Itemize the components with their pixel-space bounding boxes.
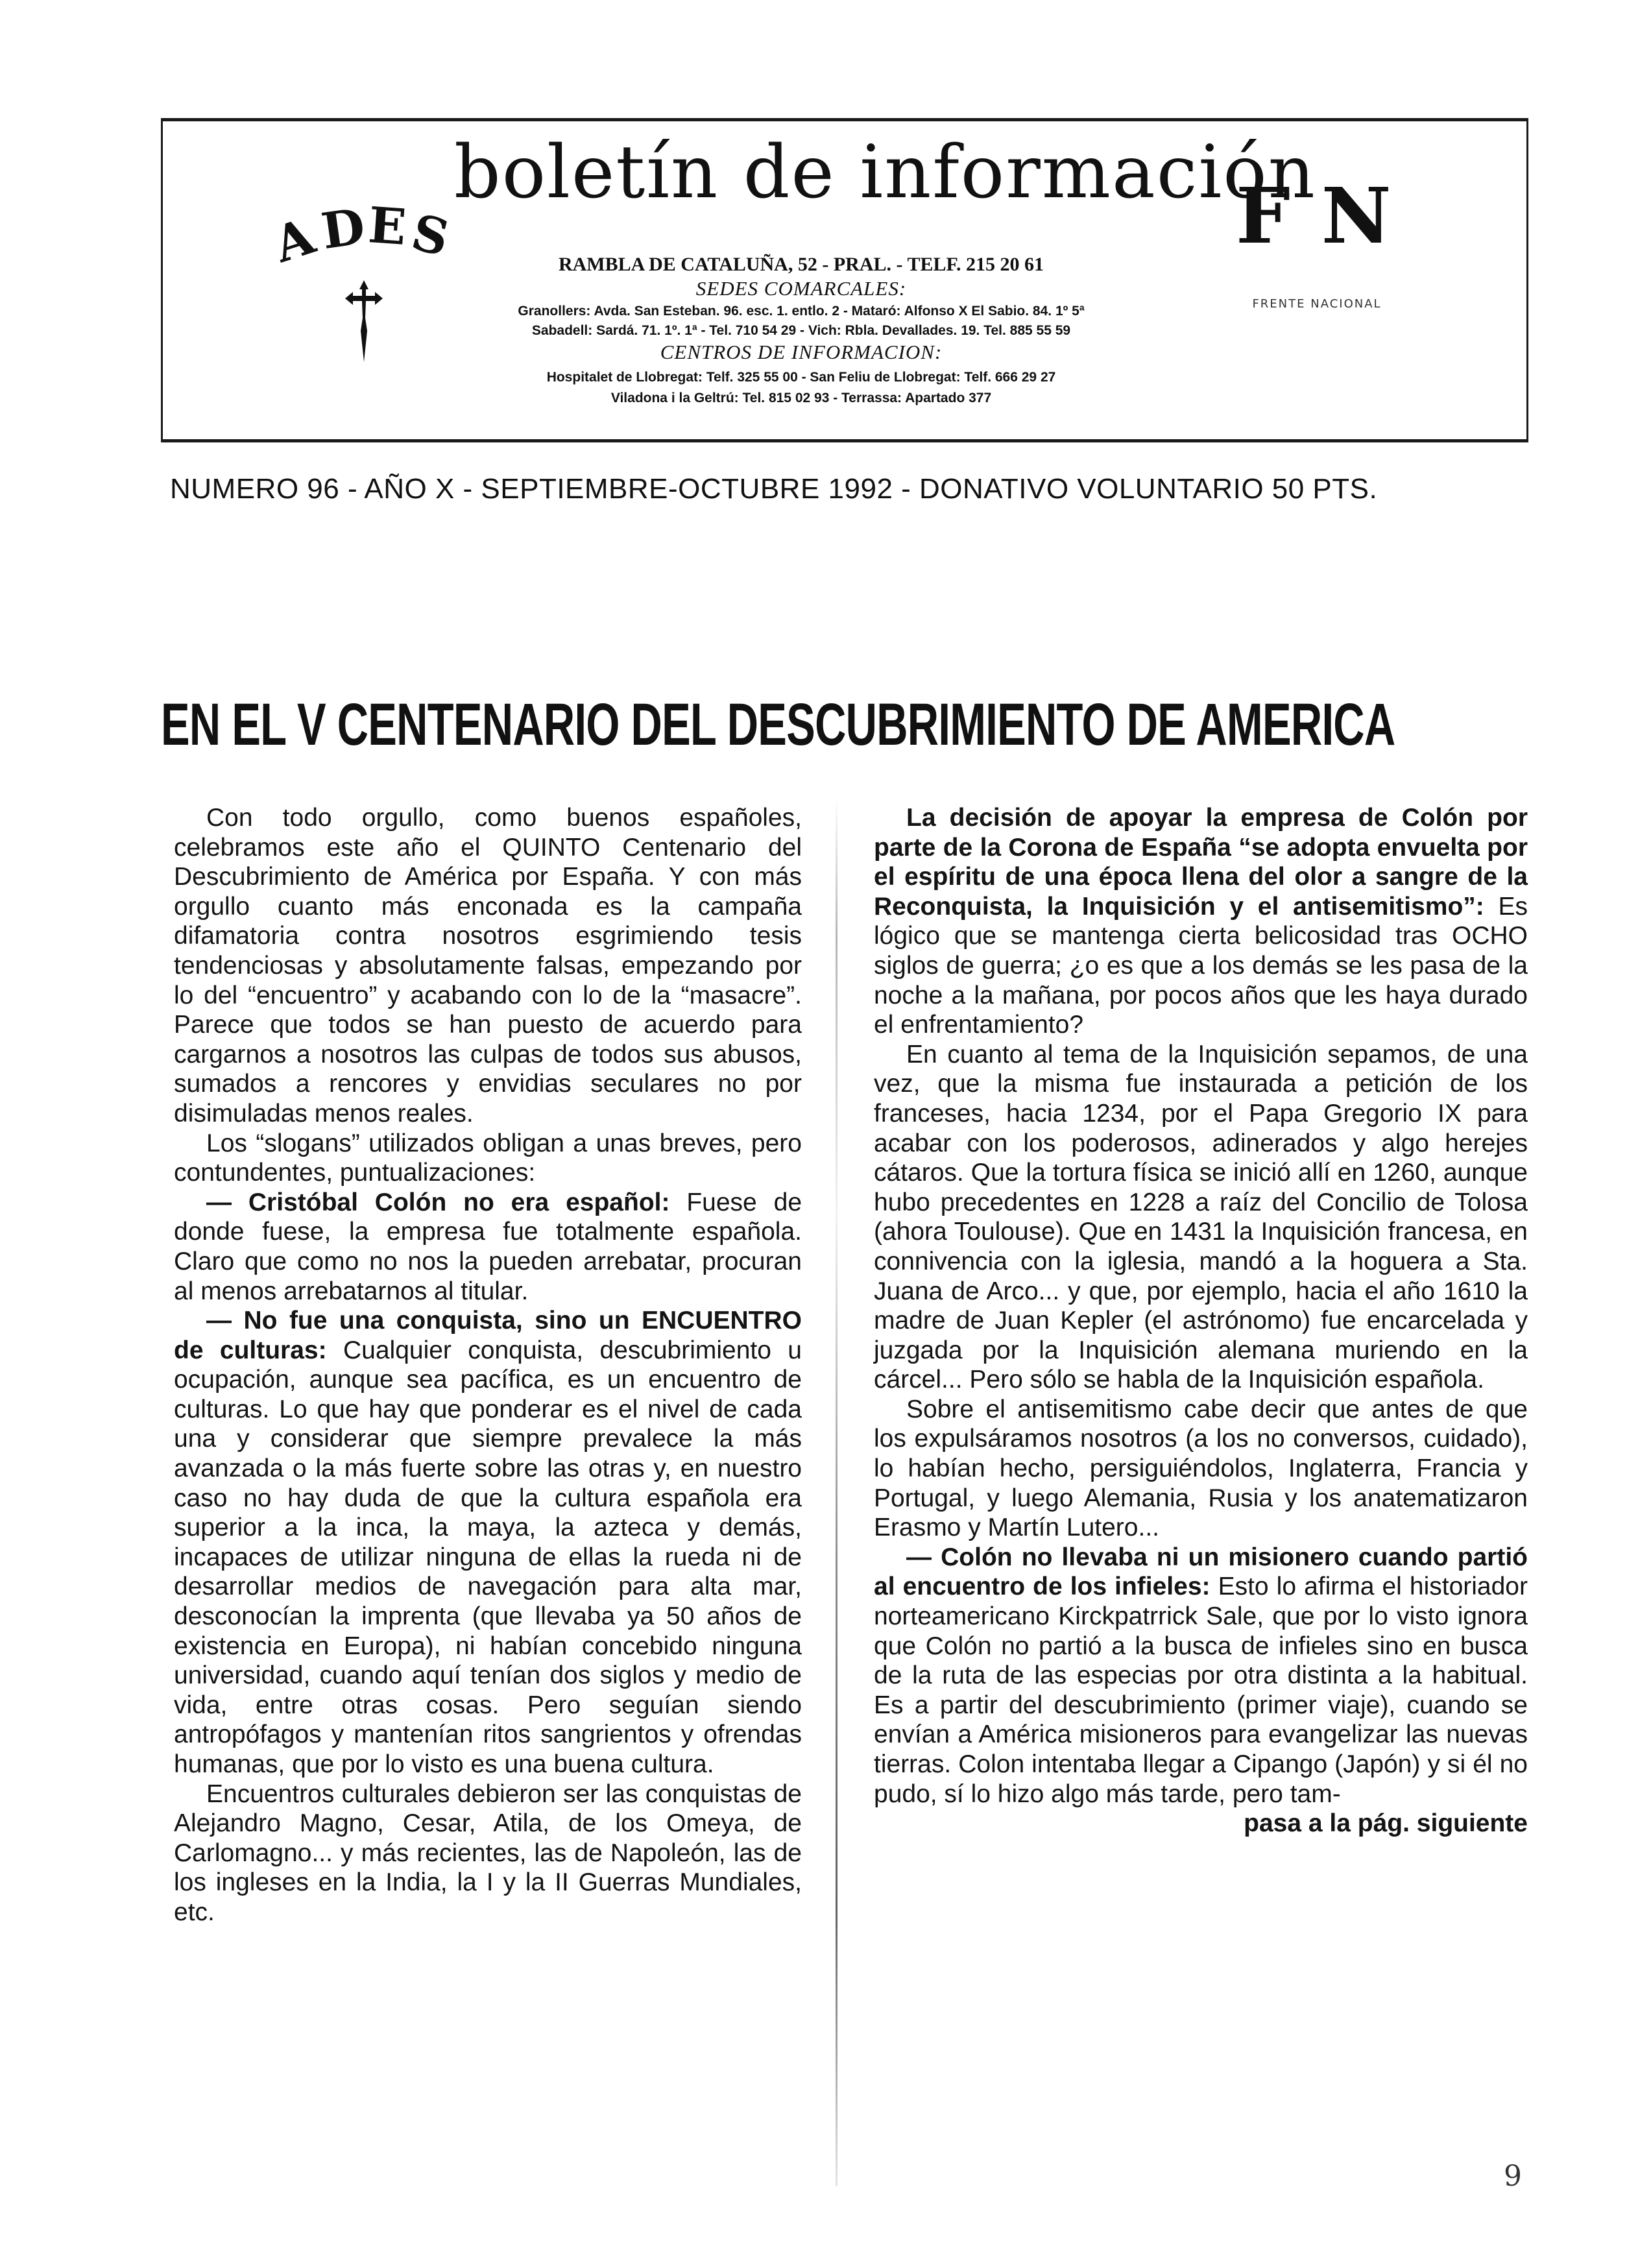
- paragraph-slogan: [874, 803, 1528, 1040]
- column-divider: [836, 798, 838, 2186]
- sedes-heading: SEDES COMARCALES:: [695, 277, 907, 300]
- centros-line: Hospitalet de Llobregat: Telf. 325 55 00 - San Feliu de Llobregat: Telf. 666 29 27: [546, 370, 1056, 385]
- santiago-cross-icon: [343, 279, 385, 363]
- paragraph-slogan: [174, 1188, 802, 1306]
- slogan-heading: No fue una conquista, sino un ENCUENTRO de culturas:: [174, 1307, 802, 1364]
- fn-logo: FN: [1236, 171, 1423, 261]
- issue-line: NUMERO 96 - AÑO X - SEPTIEMBRE-OCTUBRE 1992 - DONATIVO VOLUNTARIO 50 PTS.: [170, 473, 1378, 505]
- slogan-text: Fuese de donde fuese, la empresa fue totalmente española. Claro que como no nos la pueden arrebatar, procuran al menos arrebatarnos al titular.: [174, 1188, 802, 1305]
- slogan-text: Es lógico que se mantenga cierta belicosidad tras OCHO siglos de guerra; ¿o es que a los demás se les pasa de la noche a la mañana, por pocos años que les haya durado el enfrentamiento?: [874, 892, 1528, 1039]
- paragraph: Los “slogans” utilizados obligan a unas breves, pero contundentes, puntualizaciones:: [174, 1129, 802, 1187]
- masthead-title: boletín de información: [454, 130, 1316, 215]
- paragraph-slogan: [874, 1543, 1528, 1809]
- paragraph: Con todo orgullo, como buenos españoles, celebramos este año el QUINTO Centenario del Descubrimiento de América por España. Y con más orgullo cuanto más enconada es la campaña difamatoria contra nosotros esgrimiendo tesis tendenciosas y absolutamente falsas, empezando por lo del “encuentro” y acabando con lo de la “masacre”. Parece que todos se han puesto de acuerdo para cargarnos a nosotros las culpas de todos sus abusos, sumados a rencores y envidias seculares no por disimuladas menos reales.: [174, 804, 802, 1128]
- ades-logo-letter: D: [318, 197, 368, 261]
- ades-logo-letter: S: [406, 202, 455, 268]
- slogan-text: Esto lo afirma el historiador norteamericano Kirckpatrrick Sale, que por lo visto ignora que Colón no partió a la busca de infieles sino en busca de la ruta de las especias por otra distinta a la habitual. Es a partir del descubrimiento (primer viaje), cuando se envían a América misioneros para evangelizar las nuevas tierras. Colon intentaba llegar a Cipango (Japón) y si él no pudo, sí lo hizo algo más tarde, pero tam-: [874, 1573, 1528, 1808]
- em-dash: —: [206, 1188, 232, 1216]
- ades-logo-letter: A: [267, 207, 322, 274]
- right-column: [874, 803, 1528, 1839]
- em-dash: —: [206, 1307, 232, 1335]
- page-number: 9: [1504, 2160, 1522, 2193]
- slogan-heading: La decisión de apoyar la empresa de Colón por parte de la Corona de España “se adopta envuelta por el espíritu de una época llena del olor a sangre de la Reconquista, la Inquisición y el antisemitismo”:: [874, 804, 1528, 921]
- centros-heading: CENTROS DE INFORMACION:: [660, 341, 943, 363]
- paragraph: En cuanto al tema de la Inquisición sepamos, de una vez, que la misma fue instaurada a petición de los franceses, hacia 1234, por el Papa Gregorio IX para acabar con los poderosos, adinerados y algo herejes cátaros. Que la tortura física se inició allí en 1260, aunque hubo precedentes en 1228 a raíz del Concilio de Tolosa (ahora Toulouse). Que en 1431 la Inquisición francesa, en connivencia con la iglesia, mandó a la hoguera a Sta. Juana de Arco... y que, por ejemplo, hacia el año 1610 la madre de Juan Kepler (el astrónomo) fue encarcelada y juzgada por la Inquisición alemana muriendo en la cárcel... Pero sólo se habla de la Inquisición española.: [874, 1040, 1528, 1394]
- paragraph: Sobre el antisemitismo cabe decir que antes de que los expulsáramos nosotros (a los no conversos, cuidado), lo habían hecho, persiguiéndolos, Inglaterra, Francia y Portugal, y luego Alemania, Rusia y los anatematizaron Erasmo y Martín Lutero...: [874, 1395, 1528, 1542]
- paragraph: Encuentros culturales debieron ser las conquistas de Alejandro Magno, Cesar, Atila, de los Omeya, de Carlomagno... y más recientes, las de Napoleón, las de los ingleses en la India, la I y la II Guerras Mundiales, etc.: [174, 1779, 802, 1926]
- sedes-line: Granollers: Avda. San Esteban. 96. esc. 1. entlo. 2 - Mataró: Alfonso X El Sabio. 84. 1º 5ª: [518, 304, 1085, 319]
- ades-logo-letter: E: [367, 196, 409, 256]
- em-dash: —: [906, 1543, 932, 1571]
- centros-line: Viladona i la Geltrú: Tel. 815 02 93 - Terrassa: Apartado 377: [610, 391, 992, 405]
- left-column: [174, 803, 802, 1927]
- paragraph-slogan: [174, 1306, 802, 1779]
- fn-logo-caption: FRENTE NACIONAL: [1252, 297, 1382, 311]
- continued-link[interactable]: pasa a la pág. siguiente: [1244, 1809, 1528, 1838]
- slogan-text: Cualquier conquista, descubrimiento u ocupación, aunque sea pacífica, es un encuentro de culturas. Lo que hay que ponderar es el nivel de cada una y considerar que siempre prevalece la más avanzada o la más fuerte sobre las otras y, en nuestro caso no hay duda de que la cultura española era superior a la inca, la maya, la azteca y demás, incapaces de utilizar ninguna de ellas la rueda ni de desarrollar medios de navegación para alta mar, desconocían la imprenta (que llevaba ya 50 años de existencia en Europa), ni habían concebido ninguna universidad, cuando aquí tenían dos siglos y medio de vida, entre otras cosas. Pero seguían siendo antropófagos y mantenían ritos sangrientos y ofrendas humanas, que por lo visto es una buena cultura.: [174, 1336, 802, 1778]
- article-title: EN EL V CENTENARIO DEL DESCUBRIMIENTO DE AMERICA: [161, 692, 1395, 758]
- slogan-heading: Cristóbal Colón no era español:: [248, 1188, 670, 1216]
- slogan-heading: Colón no llevaba ni un misionero cuando partió al encuentro de los infieles:: [874, 1543, 1528, 1601]
- address-line: RAMBLA DE CATALUÑA, 52 - PRAL. - TELF. 215 20 61: [558, 254, 1044, 275]
- sedes-line: Sabadell: Sardá. 71. 1º. 1ª - Tel. 710 54 29 - Vich: Rbla. Devallades. 19. Tel. 885 55 59: [531, 323, 1071, 338]
